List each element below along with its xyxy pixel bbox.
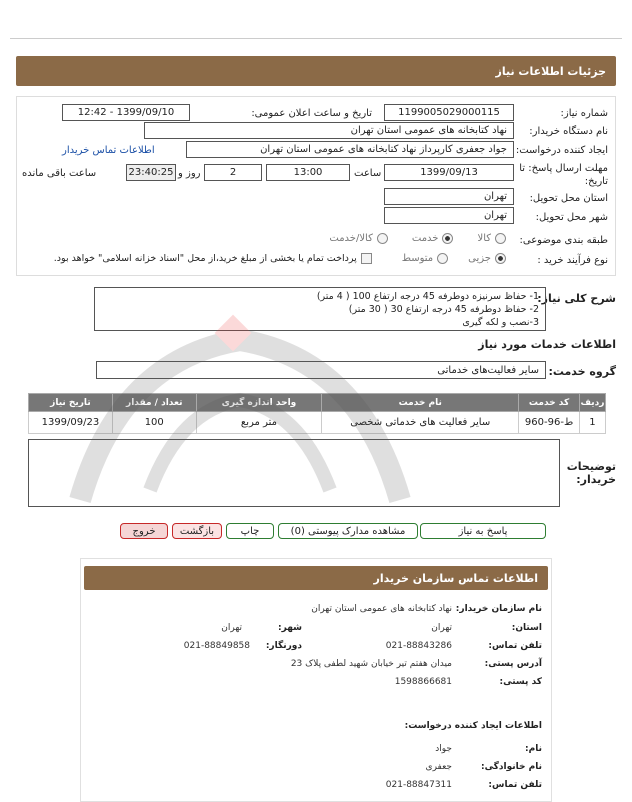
cell-qty: 100 (112, 412, 196, 434)
page-title: جزئیات اطلاعات نیاز (495, 64, 606, 78)
contact-header (84, 566, 548, 590)
contact-title: اطلاعات تماس سازمان خریدار (373, 571, 538, 585)
name-label: نام: (525, 744, 542, 754)
city-field: تهران (384, 207, 514, 224)
col-code: کد خدمت (519, 394, 580, 412)
summary-line: 2- حفاظ دوطرفه 45 درجه ارتفاع 30 ( 30 متر) (348, 304, 539, 315)
phone-value: 021-88843286 (385, 641, 452, 651)
col-unit: واحد اندازه گیری (196, 394, 322, 412)
remaining-time-field: 23:40:25 (126, 164, 176, 181)
print-button[interactable]: چاپ (226, 523, 274, 539)
family-label: نام خانوادگی: (480, 762, 542, 772)
family-value: جعفری (425, 762, 452, 772)
time-label: ساعت (354, 168, 382, 179)
creator-phone-label: تلفن تماس: (488, 780, 542, 790)
creator-field: جواد جعفری کارپرداز نهاد کتابخانه های عمومی استان تهران (186, 141, 514, 158)
summary-line: 1- حفاظ سرنیزه دوطرفه 45 درجه ارتفاع 100 ( 4 متر) (316, 291, 539, 302)
buyer-label: نام دستگاه خریدار: (529, 126, 608, 137)
table-row (29, 412, 606, 434)
cell-date: 1399/09/23 (29, 412, 113, 434)
summary-textarea (94, 287, 546, 331)
creator-label: ایجاد کننده درخواست: (515, 145, 608, 156)
address-value: میدان هفتم تیر خیابان شهید لطفی پلاک 23 (290, 659, 452, 669)
postal-value: 1598866681 (394, 677, 452, 687)
col-date: تاریخ نیاز (29, 394, 113, 412)
need-number-label: شماره نیاز: (560, 108, 608, 119)
notes-label: توضیحات خریدار: (566, 460, 616, 486)
province-field: تهران (384, 188, 514, 205)
postal-label: کد پستی: (499, 677, 542, 687)
col-row: ردیف (579, 394, 605, 412)
days-field: 2 (204, 164, 262, 181)
category-goods-service[interactable]: کالا/خدمت (329, 233, 388, 244)
top-divider (10, 38, 622, 39)
services-table (28, 393, 606, 434)
buyer-contact-link[interactable]: اطلاعات تماس خریدار (62, 145, 155, 156)
summary-line: 3-نصب و لکه گیری (462, 317, 539, 328)
cell-code: ط-96-960 (519, 412, 580, 434)
contact-city-label: شهر: (278, 623, 302, 633)
contact-province-value: تهران (431, 623, 452, 633)
cell-row: 1 (579, 412, 605, 434)
checkbox-icon[interactable] (361, 253, 372, 264)
services-title: اطلاعات خدمات مورد نیاز (478, 338, 616, 351)
announce-label: تاریخ و ساعت اعلان عمومی: (251, 108, 372, 119)
announce-date-field: 1399/09/10 - 12:42 (62, 104, 190, 121)
radio-icon[interactable] (377, 233, 388, 244)
col-name: نام خدمت (322, 394, 519, 412)
radio-selected-icon[interactable] (442, 233, 453, 244)
table-header-row (29, 394, 606, 412)
buyer-field: نهاد کتابخانه های عمومی استان تهران (144, 122, 514, 139)
services-table-wrapper (28, 393, 606, 434)
category-label: طبقه بندی موضوعی: (519, 235, 608, 246)
process-radio-group (54, 253, 506, 264)
category-service[interactable]: خدمت (412, 233, 454, 244)
fax-label: دورنگار: (265, 641, 302, 651)
treasury-payment-option[interactable]: پرداخت تمام یا بخشی از مبلغ خرید،از محل "اسناد خزانه اسلامی" خواهد بود. (54, 253, 372, 264)
process-minor[interactable]: جزیی (468, 253, 506, 264)
exit-button[interactable]: خروج (120, 523, 168, 539)
contact-province-label: استان: (511, 623, 542, 633)
name-value: جواد (435, 744, 452, 754)
category-radio-group (329, 233, 506, 244)
cell-name: سایر فعالیت های خدماتی شخصی (322, 412, 519, 434)
fax-value: 021-88849858 (183, 641, 250, 651)
category-goods[interactable]: کالا (477, 233, 506, 244)
creator-phone-value: 021-88847311 (385, 780, 452, 790)
org-label: نام سازمان خریدار: (455, 604, 542, 614)
contact-city-value: تهران (221, 623, 242, 633)
radio-icon[interactable] (495, 233, 506, 244)
creator-info-title: اطلاعات ایجاد کننده درخواست: (404, 721, 542, 731)
deadline-date-field: 1399/09/13 (384, 164, 514, 181)
attachments-button[interactable]: مشاهده مدارک پیوستی (0) (278, 523, 418, 539)
col-qty: تعداد / مقدار (112, 394, 196, 412)
radio-selected-icon[interactable] (495, 253, 506, 264)
radio-icon[interactable] (437, 253, 448, 264)
reply-button[interactable]: پاسخ به نیاز (420, 523, 546, 539)
phone-label: تلفن تماس: (488, 641, 542, 651)
service-group-field: سایر فعالیت‌های خدماتی (96, 361, 546, 379)
deadline-time-field: 13:00 (266, 164, 350, 181)
notes-textarea (28, 439, 560, 507)
process-medium[interactable]: متوسط (402, 253, 448, 264)
cell-unit: متر مربع (196, 412, 322, 434)
org-value: نهاد کتابخانه های عمومی استان تهران (311, 604, 452, 614)
province-label: استان محل تحویل: (529, 193, 608, 204)
process-label: نوع فرآیند خرید : (537, 255, 608, 266)
summary-label: شرح کلی نیاز: (537, 292, 616, 305)
days-label: روز و (178, 168, 201, 179)
deadline-label: مهلت ارسال پاسخ: تا تاریخ: (519, 163, 608, 187)
back-button[interactable]: بازگشت (172, 523, 222, 539)
page-header (16, 56, 616, 86)
city-label: شهر محل تحویل: (535, 212, 608, 223)
need-number-field: 1199005029000115 (384, 104, 514, 121)
service-group-label: گروه خدمت: (548, 365, 616, 378)
address-label: آدرس پستی: (484, 659, 542, 669)
remaining-label: ساعت باقی مانده (22, 168, 97, 179)
